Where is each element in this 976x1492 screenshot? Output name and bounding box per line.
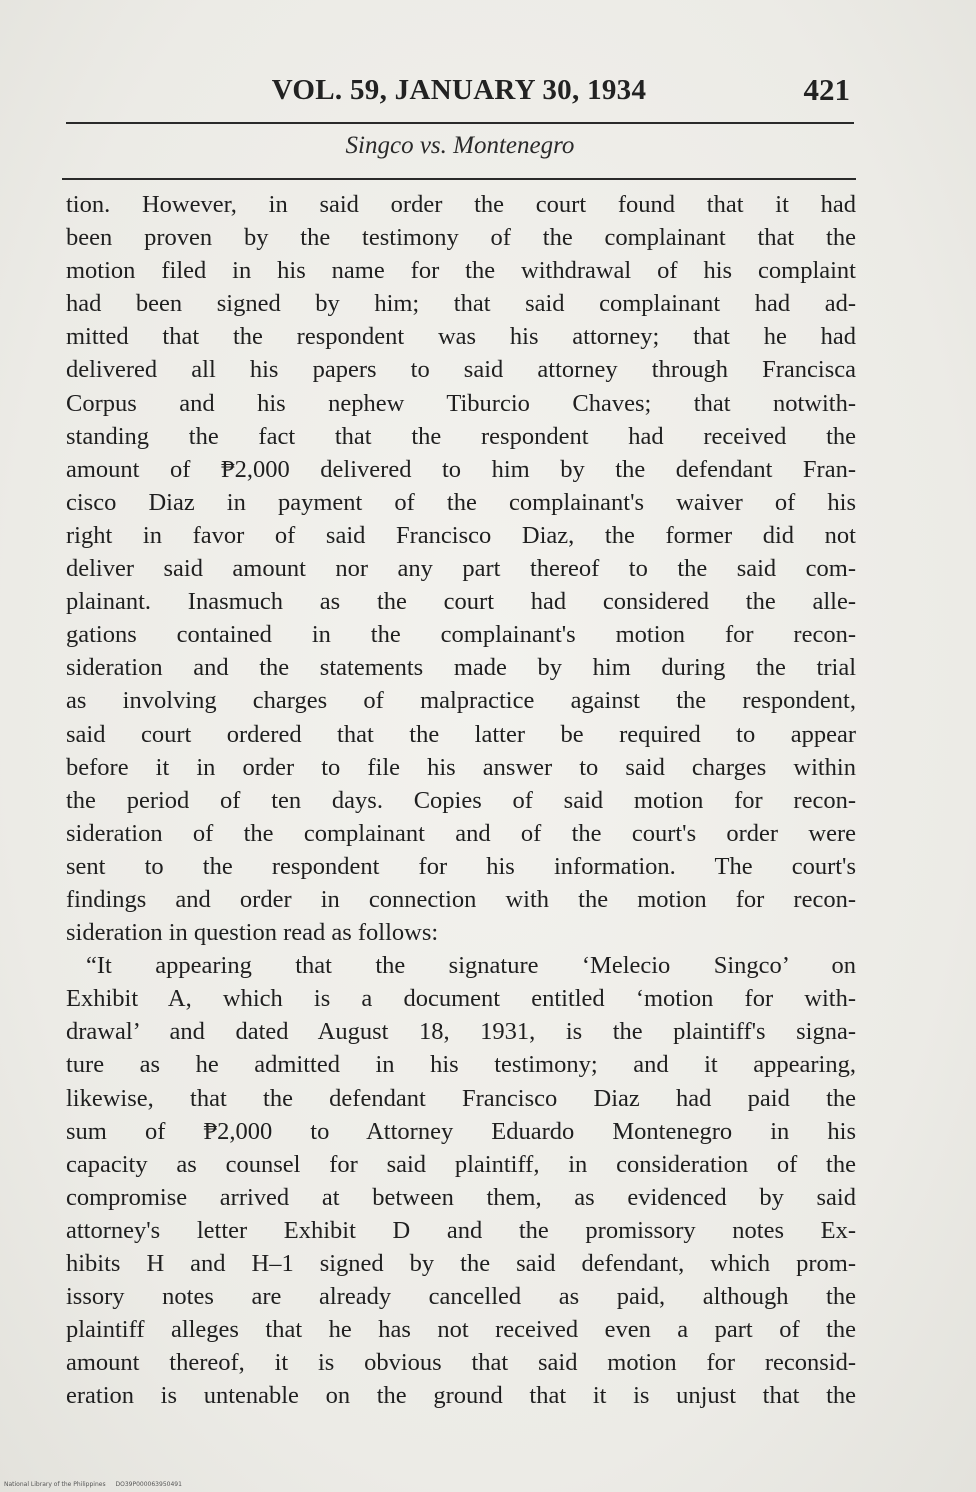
- text-line: the period of ten days. Copies of said motion for recon-: [66, 786, 856, 814]
- text-line: said court ordered that the latter be required to appear: [66, 720, 856, 748]
- case-title: Singco vs. Montenegro: [345, 132, 575, 159]
- text-line: compromise arrived at between them, as evidenced by said: [66, 1183, 856, 1211]
- text-line: had been signed by him; that said complainant had ad-: [66, 290, 856, 318]
- text-line: “It appearing that the signature ‘Melecio Singco’ on: [86, 952, 856, 980]
- text-line: Corpus and his nephew Tiburcio Chaves; that notwith-: [66, 389, 856, 417]
- text-line: standing the fact that the respondent had received the: [66, 422, 856, 450]
- header-rule-top: [66, 122, 854, 124]
- text-line: right in favor of said Francisco Diaz, the former did not: [66, 521, 856, 549]
- text-line: hibits H and H–1 signed by the said defendant, which prom-: [66, 1250, 856, 1277]
- text-line: likewise, that the defendant Francisco Diaz had paid the: [66, 1084, 856, 1112]
- text-line: plaintiff alleges that he has not received even a part of the: [66, 1316, 856, 1344]
- text-line: findings and order in connection with the motion for recon-: [66, 885, 856, 913]
- text-line: mitted that the respondent was his attorney; that he had: [66, 323, 856, 351]
- page-number: 421: [803, 72, 850, 107]
- text-line: as involving charges of malpractice against the respondent,: [66, 687, 856, 715]
- text-line: delivered all his papers to said attorney through Francisca: [66, 356, 856, 384]
- text-line: sum of ₱2,000 to Attorney Eduardo Montenegro in his: [66, 1117, 856, 1145]
- text-line: issory notes are already cancelled as paid, although the: [66, 1283, 856, 1311]
- footer-code: DO39P000063950491: [115, 1481, 182, 1488]
- text-line: attorney's letter Exhibit D and the promissory notes Ex-: [66, 1216, 856, 1244]
- running-head: VOL. 59, JANUARY 30, 1934: [271, 74, 647, 106]
- text-line: sent to the respondent for his information. The court's: [66, 852, 856, 880]
- text-line: eration is untenable on the ground that it is unjust that the: [66, 1382, 856, 1410]
- text-line: sideration of the complainant and of the court's order were: [66, 819, 856, 847]
- scan-footer: [4, 1481, 182, 1488]
- text-line: amount of ₱2,000 delivered to him by the defendant Fran-: [66, 455, 856, 483]
- text-line: before it in order to file his answer to said charges within: [66, 753, 856, 781]
- text-line: plainant. Inasmuch as the court had considered the alle-: [66, 588, 856, 616]
- text-line: amount thereof, it is obvious that said motion for reconsid-: [66, 1349, 856, 1377]
- text-line: been proven by the testimony of the complainant that the: [66, 224, 856, 252]
- text-line: ture as he admitted in his testimony; and it appearing,: [66, 1051, 856, 1079]
- text-line: motion filed in his name for the withdrawal of his complaint: [66, 257, 856, 285]
- text-line: sideration and the statements made by him during the trial: [66, 654, 856, 682]
- text-line: sideration in question read as follows:: [66, 919, 439, 947]
- body-text: [66, 188, 856, 1412]
- text-line: gations contained in the complainant's motion for recon-: [66, 621, 856, 649]
- text-line: capacity as counsel for said plaintiff, in consideration of the: [66, 1150, 856, 1178]
- page-header: [66, 70, 852, 114]
- text-line: tion. However, in said order the court found that it had: [66, 191, 856, 218]
- text-line: Exhibit A, which is a document entitled ‘motion for with-: [66, 985, 856, 1013]
- text-line: drawal’ and dated August 18, 1931, is the plaintiff's signa-: [66, 1018, 856, 1046]
- header-rule-bottom: [62, 178, 856, 180]
- text-line: cisco Diaz in payment of the complainant's waiver of his: [66, 488, 856, 516]
- footer-library: National Library of the Philippines: [4, 1481, 106, 1488]
- text-line: deliver said amount nor any part thereof to the said com-: [66, 555, 856, 583]
